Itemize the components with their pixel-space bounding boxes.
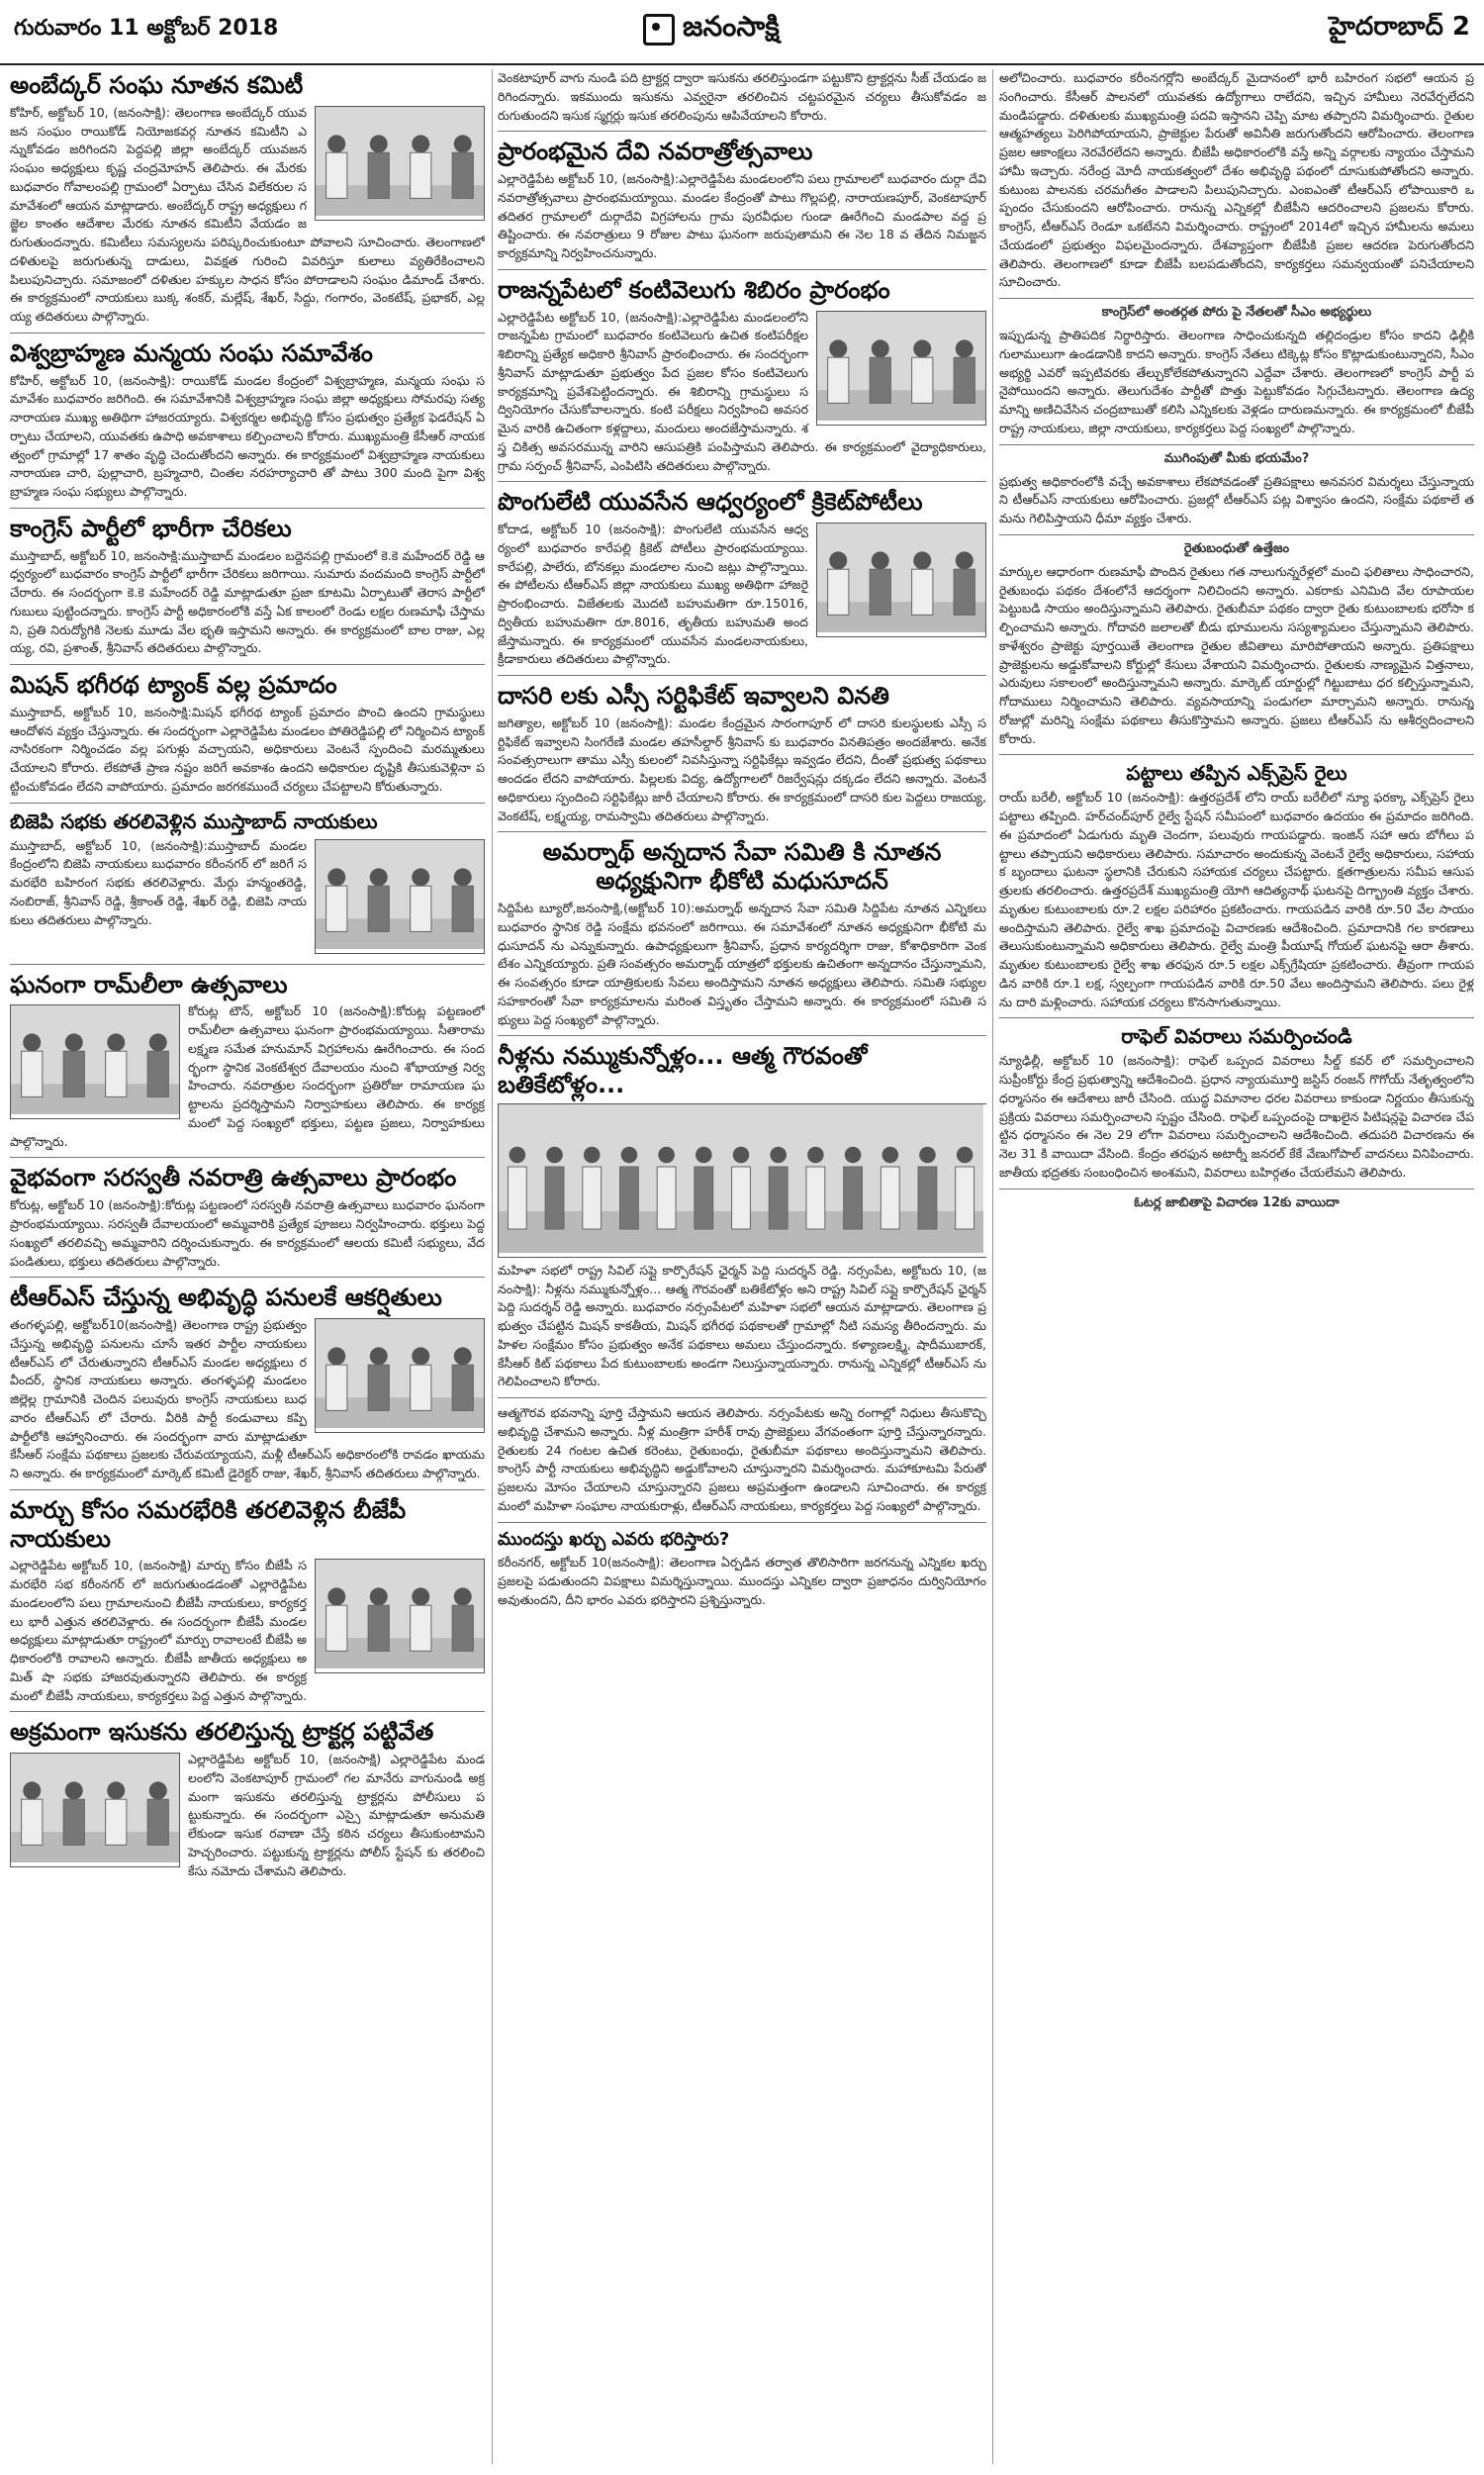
news-article: [10, 515, 485, 658]
article-headline: అక్రమంగా ఇసుకను తరలిస్తున్న ట్రాక్టర్ల పట్టివేత: [10, 1718, 434, 1747]
article-headline: పొంగులేటి యువసేన ఆధ్వర్యంలో క్రికెట్‌పోటీలు: [498, 488, 923, 517]
article-headline: నీళ్లను నమ్ముకున్నోళ్లం... ఆత్మ గౌరవంతో బతికేటోళ్లం...: [498, 1042, 868, 1099]
news-article: [10, 1496, 485, 1706]
article-separator: [498, 131, 986, 132]
article-separator: [10, 1489, 485, 1490]
news-article: [498, 69, 986, 125]
article-body: ఆత్మగౌరవ భవనాన్ని పూర్తి చేస్తామని ఆయన తెలిపారు. నర్సంపేటకు అన్ని రంగాల్లో నిధులు తీసుకొచ్చి అభివృద్ధి చేశామని అన్నారు. నీళ్ల మంత్రిగా హరీశ్ రావు ప్రాజెక్టులు వేగవంతంగా పూర్తి చేస్తున్నారన్నారు. రైతులకు 24 గంటల ఉచిత కరెంటు, రైతుబంధు, రైతుబీమా పథకాలు అందిస్తున్నామని తెలిపారు. కాంగ్రెస్ పార్టీ నాయకులు అభివృద్ధిని అడ్డుకోవాలని చూస్తున్నారని విమర్శించారు. మహాకూటమి పేరుతో ప్రజలను మోసం చేయాలని చూస్తున్నారని ప్రజలు అప్రమత్తంగా ఉండాలని సూచించారు. ఈ కార్యక్రమంలో మహిళా సంఘాల నాయకురాళ్లు, టీఆర్ఎస్ నాయకులు, కార్యకర్తలు పెద్ద సంఖ్యలో పాల్గొన్నారు.: [498, 1405, 986, 1513]
news-article: [999, 451, 1474, 528]
article-body: వెంకటాపూర్ వాగు నుండి పది ట్రాక్టర్ల ద్వారా ఇసుకను తరలిస్తుండగా పట్టుకొని ట్రాక్టర్లను సీజ్ చేయడం జరిగిందన్నారు. ఇకముందు ఇసుకను ఎవ్వరైనా తరలించిన చట్టపరమైన చర్యలు తీసుకోవడం జరుగుతుందని ఇసుక స్మగ్లర్లు ఇసుక తరలింపును ఆపివేయాలని కోరారు.: [498, 70, 986, 123]
news-photo: [316, 1560, 484, 1668]
photo-frame: [10, 1753, 180, 1867]
article-headline: రాఫెల్ వివరాలు సమర్పించండి: [1121, 1024, 1352, 1049]
column-3: [999, 69, 1474, 2464]
article-headline: మార్చు కోసం సమరభేరికి తరలివెళ్లిన బీజేపీ నాయకులు: [10, 1495, 407, 1553]
news-photo: [316, 1319, 484, 1428]
news-article: [10, 1284, 485, 1483]
article-body: కోదాడ, అక్టోబర్ 10 (జనంసాక్షి): పొంగులేటి యువసేన ఆధ్వర్యంలో బుధవారం కారేపల్లి క్రికెట్ పోటీలు ప్రారంభమయ్యాయి. కారేపల్లి, పాలేరు, బోనకల్లు మండలాల నుంచి జట్లు పాల్గొన్నాయి. ఈ పోటీలను టీఆర్ఎస్ జిల్లా నాయకులు ముఖ్య అతిథిగా హాజరై ప్రారంభించారు. విజేతలకు మొదటి బహుమతిగా రూ.15016, ద్వితీయ బహుమతిగా రూ.8016, తృతీయ బహుమతి అందజేస్తామన్నారు. ఈ కార్యక్రమంలో యువసేన మండలనాయకులు, క్రీడాకారులు తదితరులు పాల్గొన్నారు.: [498, 522, 808, 667]
article-headline: అమర్నాథ్ అన్నదాన సేవా సమితి కి నూతన అధ్యక్షునిగా భీకోటి మధుసూదన్: [542, 838, 942, 896]
article-body: ముస్తాబాద్, అక్టోబర్ 10, జనంసాక్షి:మిషన్ భగీరథ ట్యాంక్ ప్రమాదం పొంచి ఉందని గ్రామస్థులు ఆందోళన వ్యక్తం చేస్తున్నారు. ఈ సందర్భంగా ఎల్లారెడ్డిపేట మండలం పోతిరెడ్డిపల్లి లో నిర్మించిన ట్యాంక్ నాసిరకంగా నిర్మించడం వల్ల పగుళ్లు వచ్చాయని, అధికారులు వెంటనే స్పందించి మరమ్మతులు చేయాలని కోరారు. లేకపోతే ప్రాణ నష్టం జరిగే అవకాశం ఉందని అధికారుల దృష్టికి తీసుకువెళ్లినా పట్టించుకోవడం లేదని వాపోయారు. ప్రమాదం జరగకముందే చర్యలు చేపట్టాలని కోరుతున్నారు.: [10, 704, 485, 794]
news-photo: [316, 840, 484, 949]
news-article: [498, 1404, 986, 1516]
news-photo: [817, 524, 985, 632]
article-body: తంగళ్ళపల్లి, అక్టోబర్10(జనంసాక్షి) తెలంగాణ రాష్ట్ర ప్రభుత్వం చేస్తున్న అభివృద్ధి పనులను చూసే ఇతర పార్టీల నాయకులు టీఆర్ఎస్ లో చేరుతున్నారని టీఆర్ఎస్ మండల అధ్యక్షులు రవీందర్, స్థానిక నాయకులు అన్నారు. తంగళ్ళపల్లి మండలం జిల్లెల్ల గ్రామానికి చెందిన పలువురు కాంగ్రెస్ నాయకులు బుధవారం టీఆర్ఎస్ లో చేరారు. వీరికి పార్టీ కండువాలు కప్పి పార్టీలోకి ఆహ్వానించారు. ఈ సందర్భంగా వారు మాట్లాడుతూ కేసీఆర్ సంక్షేమ పథకాలు ప్రజలకు చేరువయ్యాయని, మళ్లీ టీఆర్ఎస్ అధికారంలోకి రావడం ఖాయమని అన్నారు. ఈ కార్యక్రమంలో మార్కెట్ కమిటీ డైరెక్టర్ రాజు, శేఖర్, శ్రీనివాస్ తదితరులు పాల్గొన్నారు.: [10, 1317, 485, 1481]
news-article: [999, 761, 1474, 1011]
article-headline: కాంగ్రెస్ పార్టీలో భారీగా చేరికలు: [10, 514, 292, 542]
news-article: [10, 971, 485, 1152]
article-separator: [498, 481, 986, 482]
article-headline: ప్రారంభమైన దేవి నవరాత్రోత్సవాలు: [498, 138, 813, 166]
article-separator: [999, 298, 1474, 299]
news-photo: [11, 1005, 179, 1114]
photo-frame: [816, 311, 986, 426]
article-separator: [10, 508, 485, 509]
paper-name: జనంసాక్షి: [683, 10, 780, 43]
news-article: [498, 838, 986, 1029]
article-separator: [498, 1397, 986, 1398]
article-headline: మిషన్ భగీరథ ట్యాంక్ వల్ల ప్రమాదం: [10, 671, 337, 700]
article-separator: [10, 964, 485, 965]
article-separator: [10, 1157, 485, 1158]
article-headline: బిజెపి సభకు తరలివెళ్లిన ముస్తాబాద్ నాయకులు: [10, 809, 378, 833]
column-rule: [992, 69, 993, 2464]
article-separator: [10, 1711, 485, 1712]
article-headline: దాసరి లకు ఎస్సీ సర్టిఫికేట్ ఇవ్వాలని వినతి: [498, 682, 889, 711]
article-headline: పట్టాలు తప్పిన ఎక్స్‌ప్రెస్ రైలు: [1126, 761, 1347, 786]
news-article: [498, 276, 986, 476]
issue-date: గురువారం 11 అక్టోబర్ 2018: [14, 16, 279, 41]
news-article: [999, 541, 1474, 749]
article-body: సిద్దిపేట బ్యూరో,జనంసాక్షి,(అక్టోబర్ 10):అమర్నాథ్ అన్నదాన సేవా సమితి సిద్దిపేట నూతన ఎన్నికలు బుధవారం స్థానిక రెడ్డి సంక్షేమ భవనంలో జరిగాయి. ఈ సమావేశంలో నూతన అధ్యక్షునిగా భీకోటి మధుసూదన్ ను ఎన్నుకున్నారు. ఉపాధ్యక్షులుగా శ్రీనివాస్, ప్రధాన కార్యదర్శిగా రాజు, కోశాధికారిగా వెంకటేశం ఎన్నికయ్యారు. ప్రతి సంవత్సరం అమర్నాథ్ యాత్రలో భక్తులకు ఉచితంగా అన్నదానం చేస్తున్నామని, ఈ సంవత్సరం కూడా యాత్రికులకు సేవలు అందిస్తామని నూతన అధ్యక్షులు తెలిపారు. సమితి సభ్యుల సహకారంతో సేవా కార్యక్రమాలను మరింత విస్తృతం చేస్తామని అన్నారు. ఈ కార్యక్రమంలో సమితి సభ్యులు పెద్ద సంఖ్యలో పాల్గొన్నారు.: [498, 901, 986, 1027]
article-subhead: రైతుబంధుతో ఉత్తేజం: [1183, 540, 1290, 556]
photo-frame: [498, 1103, 986, 1258]
edition-page: [1329, 12, 1470, 48]
news-photo: [817, 312, 985, 421]
article-body: జగిత్యాల, అక్టోబర్ 10 (జనంసాక్షి): మండల కేంద్రమైన సారంగాపూర్ లో దాసరి కులస్థులకు ఎస్సీ సర్టిఫికేట్ ఇవ్వాలని సింగరేణి మండల తహసీల్దార్ శ్రీనివాస్ కు బుధవారం వినతిపత్రం అందజేశారు. అనేక సంవత్సరాలుగా తాము ఎస్సీ కులంలో నివసిస్తున్నా సర్టిఫికేట్లు ఇవ్వడం లేదని, దీంతో ప్రభుత్వ పథకాలు అందడం లేదని వాపోయారు. పిల్లలకు విద్య, ఉద్యోగాలలో రిజర్వేషన్లు దక్కడం లేదని అన్నారు. వెంటనే అధికారులు స్పందించి సర్టిఫికేట్లు జారీ చేయాలని కోరారు. ఈ కార్యక్రమంలో దాసరి కుల పెద్దలు రాజయ్య, వెంకటేష్, లక్ష్మయ్య, రామస్వామి తదితరులు పాల్గొన్నారు.: [498, 714, 986, 823]
article-body: ఎల్లారెడ్డిపేట అక్టోబర్ 10, (జనంసాక్షి):ఎల్లారెడ్డిపేట మండలంలోని రాజన్నపేట గ్రామంలో బుధవారం కంటివెలుగు ఉచిత కంటిపరీక్షల శిబిరాన్ని ప్రత్యేక అధికారి శ్రీనివాస్ ప్రారంభించారు. ఈ సందర్భంగా శ్రీనివాస్ మాట్లాడుతూ ప్రభుత్వం పేద ప్రజల కోసం కంటివెలుగు కార్యక్రమాన్ని ప్రవేశపెట్టిందన్నారు. ఈ శిబిరాన్ని గ్రామస్థులు సద్వినియోగం చేసుకోవాలన్నారు. కంటి పరీక్షలు నిర్వహించి అవసరమైన వారికి ఉచితంగా కళ్లద్దాలు, మందులు అందజేస్తామన్నారు. శస్త్ర చికిత్స అవసరమున్న వారిని ఆసుపత్రికి పంపిస్తామని తెలిపారు. ఈ కార్యక్రమంలో వైద్యాధికారులు, గ్రామ సర్పంచ్ శ్రీనివాస్, ఎంపిటిసి తదితరులు పాల్గొన్నారు.: [498, 309, 986, 473]
news-photo: [499, 1104, 983, 1253]
article-body: ముస్తాబాద్, అక్టోబర్ 10, (జనంసాక్షి):ముస్తాబాద్ మండల కేంద్రంలోని బిజెపి నాయకులు బుధవారం కరీంనగర్ లో జరిగే సమరభేరి బహిరంగ సభకు తరలివెళ్లారు. మేర్గు హన్మంతరెడ్డి, నంబిరాజ్, శ్రీనివాస్ రెడ్డి, శ్రీకాంత్ రెడ్డి, శేఖర్ రెడ్డి, బిజెపి నాయకులు తదితరులు పాల్గొన్నారు.: [10, 837, 307, 927]
article-headline: వైభవంగా సరస్వతీ నవరాత్రి ఉత్సవాలు ప్రారంభం: [10, 1164, 457, 1192]
photo-frame: [315, 1559, 485, 1673]
article-separator: [498, 1522, 986, 1523]
page-number: 2: [1451, 12, 1470, 42]
news-article: [498, 1529, 986, 1610]
article-body: కోహిర్, అక్టోబర్ 10, (జనంసాక్షి): రాయికోడ్ మండల కేంద్రంలో విశ్వబ్రాహ్మణ, మన్మయ సంఘ సమావేశం బుధవారం జరిగింది. ఈ సమావేశానికి విశ్వబ్రాహ్మణ సంఘ జిల్లా అధ్యక్షులు సోమరపు సత్యనారాయణ ముఖ్య అతిథిగా హాజరయ్యారు. విశ్వకర్మల అభివృద్ధి కోసం ప్రభుత్వం ప్రత్యేక ఫెడరేషన్ ఏర్పాటు చేయాలని, యువతకు ఉపాధి అవకాశాలు కల్పించాలని కోరారు. ముఖ్యమంత్రి కేసీఆర్ నాయకత్వంలో గ్రామాల్లో 17 శాతం వృద్ధి చెందుతోందని అన్నారు. ఈ కార్యక్రమంలో విశ్వబ్రాహ్మణ నాయకులు నారాయణ చారి, పుల్లాచారి, బ్రహ్మచారి, చింతల నరహర్యాచారి తో పాటు 300 మంది పైగా విశ్వబ్రాహ్మణ సంఘ సభ్యులు పాల్గొన్నారు.: [10, 372, 485, 500]
news-photo: [11, 1754, 179, 1862]
news-article: [10, 671, 485, 797]
article-separator: [999, 1017, 1474, 1018]
news-article: [10, 339, 485, 502]
article-body: కోరుట్ల టౌన్, అక్టోబర్ 10 (జనంసాక్షి):కోరుట్ల పట్టణంలో రామ్‌లీలా ఉత్సవాలు ఘనంగా ప్రారంభమయ్యాయి. సీతారామ లక్ష్మణ సమేత హనుమాన్ విగ్రహాలను ఊరేగించారు. ఈ సందర్భంగా స్థానిక వెంకటేశ్వర దేవాలయం నుంచి శోభాయాత్ర నిర్వహించారు. నవరాత్రుల సందర్భంగా ప్రతిరోజు రామాయణ ఘట్టాలను ప్రదర్శిస్తామని నిర్వాహకులు తెలిపారు. ఈ కార్యక్రమంలో పెద్ద సంఖ్యలో భక్తులు, పట్టణ ప్రజలు, నిర్వాహకులు పాల్గొన్నారు.: [10, 1003, 485, 1149]
photo-frame: [10, 1004, 180, 1119]
news-article: [10, 1164, 485, 1271]
photo-frame: [315, 839, 485, 954]
news-photo: [316, 107, 484, 216]
article-headline: రాజన్నపేటలో కంటివెలుగు శిబిరం ప్రారంభం: [498, 275, 890, 304]
article-body: కరీంనగర్, అక్టోబర్ 10(జనంసాక్షి): తెలంగాణ ఏర్పడిన తర్వాత తొలిసారిగా జరగనున్న ఎన్నికల ఖర్చు ప్రజలపై పడుతుందని విపక్షాలు విమర్శిస్తున్నాయి. ముందస్తు ఎన్నికల ద్వారా ప్రజాధనం దుర్వినియోగం అవుతుందని, దీని భారం ఎవరు భరిస్తారని ప్రశ్నిస్తున్నారు.: [498, 1555, 986, 1607]
article-headline: అంబేద్కర్ సంఘ నూతన కమిటీ: [10, 71, 304, 99]
article-headline: టీఆర్ఎస్ చేస్తున్న అభివృద్ధి పనులకే ఆకర్షితులు: [10, 1284, 442, 1312]
article-body: ఎల్లారెడ్డిపేట అక్టోబర్ 10, (జనంసాక్షి) ఎల్లారెడ్డిపేట మండలంలోని వెంకటాపూర్ గ్రామంలో గల మానేరు వాగునుండి అక్రమంగా ఇసుకను తరలిస్తున్న ట్రాక్టర్లను పోలీసులు పట్టుకున్నారు. ఈ సందర్భంగా ఎస్సై మాట్లాడుతూ అనుమతి లేకుండా ఇసుక రవాణా చేస్తే కఠిన చర్యలు తీసుకుంటామని హెచ్చరించారు. పట్టుకున్న ట్రాక్టర్లను పోలీస్ స్టేషన్ కు తరలించి కేసు నమోదు చేశామని తెలిపారు.: [188, 1752, 485, 1878]
article-body: కోరుట్ల, అక్టోబర్ 10 (జనంసాక్షి):కోరుట్ల పట్టణంలో సరస్వతీ నవరాత్రి ఉత్సవాలు బుధవారం ఘనంగా ప్రారంభమయ్యాయి. సరస్వతీ దేవాలయంలో అమ్మవారికి ప్రత్యేక పూజలు నిర్వహించారు. భక్తులు పెద్ద సంఖ్యలో తరలివచ్చి అమ్మవారిని దర్శించుకున్నారు. ఈ కార్యక్రమంలో ఆలయ కమిటీ సభ్యులు, వేద పండితులు, భక్తులు తదితరులు పాల్గొన్నారు.: [10, 1197, 485, 1269]
photo-frame: [816, 523, 986, 637]
news-article: [10, 71, 485, 327]
edition-city: హైదరాబాద్: [1329, 12, 1443, 42]
article-separator: [498, 675, 986, 676]
article-body: ఎల్లారెడ్డిపేట అక్టోబర్ 10, (జనంసాక్షి) మార్చు కోసం బీజేపీ సమరభేరి సభ కరీంనగర్ లో జరుగుతుండడంతో ఎల్లారెడ్డిపేట మండలంలోని పలు గ్రామాలనుంచి బీజేపీ నాయకులు, కార్యకర్తలు భారీ ఎత్తున తరలివెళ్లారు. ఈ సందర్భంగా బీజేపీ మండల అధ్యక్షులు మాట్లాడుతూ రాష్ట్రంలో మార్పు రావాలంటే బీజేపీ అధికారంలోకి రావాలని అన్నారు. బీజేపీ జాతీయ అధ్యక్షులు అమిత్ షా సభకు హాజరవుతున్నారని తెలిపారు. ఈ కార్యక్రమంలో బీజేపీ నాయకులు, కార్యకర్తలు పెద్ద ఎత్తున పాల్గొన్నారు.: [10, 1558, 308, 1703]
news-article: [498, 488, 986, 669]
article-body: ఇప్పుడున్న ప్రాతిపదిక నిర్ధారిస్తారు. తెలంగాణ సాధించుకున్నది తల్లిదండ్రుల కోసం కాదని ఢిల్లీకి గులాములుగా ఉండడానికి కాదని అన్నారు. కాంగ్రెస్ నేతలు టిక్కెట్ల కోసం కొట్లాడుకుంటున్నారని, సీఎం అభ్యర్థి ఎవరో ఇప్పటివరకు తేల్చుకోలేకపోతున్నారని ఎద్దేవా చేశారు. తెలంగాణలో కాంగ్రెస్ పార్టీ పనైపోయిందని అన్నారు. తెలుగుదేశం పార్టీతో పొత్తు పెట్టుకోవడం సిగ్గుచేటన్నారు. తెలంగాణ ఉద్యమాన్ని అణిచివేసిన చంద్రబాబుతో కలిసి ఎన్నికలకు వెళ్లడం దారుణమన్నారు. ఈ కార్యక్రమంలో బీజేపీ రాష్ట్ర నాయకులు, జిల్లా నాయకులు, కార్యకర్తలు పెద్ద సంఖ్యలో పాల్గొన్నారు.: [999, 328, 1474, 435]
news-article: [999, 1024, 1474, 1182]
photo-frame: [315, 1318, 485, 1433]
article-body: న్యూఢిల్లీ, అక్టోబర్ 10 (జనంసాక్షి): రాఫెల్ ఒప్పంద వివరాలు సీల్డ్ కవర్ లో సమర్పించాలని సుప్రీంకోర్టు కేంద్ర ప్రభుత్వాన్ని ఆదేశించింది. ప్రధాన న్యాయమూర్తి జస్టిస్ రంజన్ గొగోయ్ నేతృత్వంలోని ధర్మాసనం ఈ ఆదేశాలు జారీ చేసింది. యుద్ధ విమానాల ధరల వివరాలు కాకుండా నిర్ణయం తీసుకున్న ప్రక్రియ వివరాలు సమర్పించాలని స్పష్టం చేసింది. రాఫెల్ ఒప్పందంపై దాఖలైన పిటిషన్లపై విచారణ చేపట్టిన ధర్మాసనం ఈ నెల 29 లోగా వివరాలు సమర్పించాలని ఆదేశించింది. తదుపరి విచారణను ఈ నెల 31 కి వాయిదా వేసింది. కేంద్రం తరఫున అటార్నీ జనరల్ కేకే వేణుగోపాల్ వాదనలు వినిపించారు. జాతీయ భద్రతకు సంబంధించిన అంశమని, వివరాలు బహిర్గతం చేయలేమని తెలిపారు.: [999, 1053, 1474, 1180]
masthead: [0, 0, 1484, 65]
article-body: కోహిర్, అక్టోబర్ 10, (జనంసాక్షి): తెలంగాణ అంబేద్కర్ యువజన సంఘం రాయికోడ్ నియోజకవర్గ నూతన కమిటీని ఎన్నుకోవడం జరిగిందని పెద్దపల్లి జిల్లా అంబేద్కర్ యువజన సంఘం అధ్యక్షులు కృష్ణ చంద్రమోహన్ తెలిపారు. ఈ మేరకు బుధవారం గోవాలంపల్లి గ్రామంలో ఏర్పాటు చేసిన విలేకరుల సమావేశంలో ఆయన మాట్లాడారు. అంబేద్కర్ రాష్ట్ర అధ్యక్షులు గజ్జెల కాంతం ఆదేశాల మేరకు నూతన కమిటీని వేయడం జరుగుతుందన్నారు. కమిటీలు సమస్యలను పరిష్కరించుకుంటూ పోవాలని సూచించారు. తెలంగాణలో దళితులపై జరుగుతున్న దాడులు, వివక్షత గురించి వివరిస్తూ కులాలు వ్యతిరేకించాలని పిలుపునిచ్చారు. సమాజంలో దళితుల హక్కుల సాధన కోసం పోరాడాలని సంఘం డిమాండ్ చేశారు. ఈ కార్యక్రమంలో నాయకులు బుక్క శంకర్, మల్లేష్, శేఖర్, సిద్దు, గంగారం, వెంకటేష్, ప్రభాకర్, ఎల్లయ్య తదితరులు పాల్గొన్నారు.: [10, 104, 485, 325]
article-body: ముస్తాబాద్, అక్టోబర్ 10, జనంసాక్షి:ముస్తాబాద్ మండలం బద్దెనపల్లి గ్రామంలో కె.కె మహేందర్ రెడ్డి ఆధ్వర్యంలో బుధవారం కాంగ్రెస్ పార్టీలో భారీగా చేరికలు జరిగాయి. సుమారు వందమంది కాంగ్రెస్ పార్టీలో చేరారు. ఈ సందర్భంగా కె.కె మహేందర్ రెడ్డి మాట్లాడుతూ ప్రజా కూటమి ఏర్పాటుతో తెరాస పార్టీలో గుబులు పుట్టిందన్నారు. కాంగ్రెస్ పార్టీ అధికారంలోకి వస్తే ఏక కాలంలో రెండు లక్షల రుణమాఫీ చేస్తామని, ప్రతి నిరుద్యోగికి నెలకు మూడు వేల భృతి ఇస్తామని అన్నారు. ఈ కార్యక్రమంలో బాల రాజు, ఎల్లయ్య, రవి, ప్రశాంత్, శ్రీనివాస్ తదితరులు పాల్గొన్నారు.: [10, 547, 485, 656]
article-separator: [999, 754, 1474, 755]
article-separator: [498, 831, 986, 832]
column-2: [498, 69, 986, 2464]
news-article: [999, 1195, 1474, 1213]
article-subhead: కాంగ్రెస్‌లో అంతర్గత పోరు పై నేతలతో సీఎం అభ్యర్థులు: [1101, 305, 1372, 320]
article-body: రాయ్ బరేలీ, అక్టోబర్ 10 (జనంసాక్షి): ఉత్తరప్రదేశ్ లోని రాయ్ బరేలీలో న్యూ ఫరక్కా ఎక్స్‌ప్రెస్ రైలు పట్టాలు తప్పింది. హర్‌చంద్‌పూర్ రైల్వే స్టేషన్ సమీపంలో బుధవారం ఉదయం ఈ ప్రమాదం జరిగింది. ఈ ప్రమాదంలో ఏడుగురు మృతి చెందగా, పలువురు గాయపడ్డారు. ఇంజిన్ సహా ఆరు బోగీలు పట్టాలు తప్పాయని అధికారులు తెలిపారు. సమాచారం అందుకున్న వెంటనే రైల్వే అధికారులు, సహాయక బృందాలు ఘటనా స్థలానికి చేరుకుని సహాయక చర్యలు చేపట్టారు. క్షతగాత్రులను సమీప ఆసుపత్రులకు తరలించారు. ఉత్తరప్రదేశ్ ముఖ్యమంత్రి యోగి ఆదిత్యనాథ్ ఘటనపై దిగ్భ్రాంతి వ్యక్తం చేశారు. మృతుల కుటుంబాలకు రూ.2 లక్షల పరిహారం ప్రకటించారు. గాయపడిన వారికి రూ.50 వేల సాయం అందిస్తామని తెలిపారు. రైల్వే శాఖ ప్రమాదంపై విచారణకు ఆదేశించింది. ప్రమాదానికి గల కారణాలు తెలుసుకుంటున్నామని అధికారులు తెలిపారు. రైల్వే మంత్రి పీయూష్ గోయల్ ఘటనపై ఆరా తీశారు. మృతుల కుటుంబాలకు రైల్వే శాఖ తరఫున రూ.5 లక్షల ఎక్స్‌గ్రేషియా ప్రకటించారు. తీవ్రంగా గాయపడిన వారికి రూ.1 లక్ష, స్వల్పంగా గాయపడిన వారికి రూ.50 వేలు అందిస్తామని తెలిపారు. పలు రైళ్లను దారి మళ్లించారు. సహాయక చర్యలు కొనసాగుతున్నాయి.: [999, 790, 1474, 1009]
article-separator: [999, 444, 1474, 445]
article-headline: విశ్వబ్రాహ్మణ మన్మయ సంఘ సమావేశం: [10, 338, 373, 367]
news-article: [498, 682, 986, 825]
article-headline: ముందస్తు ఖర్చు ఎవరు భరిస్తారు?: [498, 1528, 730, 1550]
column-1: [10, 69, 485, 2464]
article-subhead: ముగింపుతో మీకు భయమేం?: [1163, 450, 1310, 466]
article-separator: [498, 1035, 986, 1036]
article-body: ఎల్లారెడ్డిపేట అక్టోబర్ 10, (జనంసాక్షి):ఎల్లారెడ్డిపేట మండలంలోని పలు గ్రామాలలో బుధవారం దుర్గా దేవి నవరాత్రోత్సవాలు ప్రారంభమయ్యాయి. మండల కేంద్రంతో పాటు గొల్లపల్లి, నారాయణపూర్, వెంకటాపూర్ తదితర గ్రామాలలో దుర్గాదేవి విగ్రహాలను గ్రామ పురవీధుల గుండా ఊరేగించి మండపాల వద్ద ప్రతిష్టించారు. ఈ నవరాత్రులు 9 రోజుల పాటు ఘనంగా జరుపుతామని ఈ నెల 18 వ తేదిన నిమజ్జన కార్యక్రమాన్ని నిర్వహించనున్నారు.: [498, 171, 986, 261]
news-article: [999, 305, 1474, 438]
news-article: [498, 1042, 986, 1391]
article-headline: ఘనంగా రామ్‌లీలా ఉత్సవాలు: [10, 970, 288, 999]
article-body: అలోచించారు. బుధవారం కరీంనగర్లోని అంబేద్కర్ మైదానంలో భారీ బహిరంగ సభలో ఆయన ప్రసంగించారు. కేసీఆర్ పాలనలో యువతకు ఉద్యోగాలు రాలేదని, ఇచ్చిన హామీలు నెరవేర్చలేదని మండిపడ్డారు. దళితులకు ముఖ్యమంత్రి పదవి ఇస్తానని చెప్పి మాట తప్పారని విమర్శించారు. రైతుల ఆత్మహత్యలు పెరిగిపోయాయని, ప్రాజెక్టుల పేరుతో అవినీతి జరుగుతోందని ఆరోపించారు. తెలంగాణ ప్రజల ఆకాంక్షలు నెరవేరలేదని అన్నారు. బీజేపీ అధికారంలోకి వస్తే అన్ని వర్గాలకు న్యాయం చేస్తామని హామీ ఇచ్చారు. నరేంద్ర మోదీ నాయకత్వంలో దేశం అభివృద్ధి పథంలో దూసుకుపోతోందని అన్నారు. కుటుంబ పాలనకు చరమగీతం పాడాలని పిలుపునిచ్చారు. ఎంఐఎంతో టీఆర్ఎస్ లోపాయికారి ఒప్పందం చేసుకుందని ఆరోపించారు. రానున్న ఎన్నికల్లో బీజేపీని ఆదరించాలని ప్రజలను కోరారు. కాంగ్రెస్, టీఆర్ఎస్ రెండూ ఒకటేనని విమర్శించారు. రాష్ట్రంలో 2014లో ఇచ్చిన హామీలను అమలు చేయడంలో ప్రభుత్వం విఫలమైందన్నారు. దేశవ్యాప్తంగా బీజేపీకి ప్రజల ఆదరణ పెరుగుతోందని తెలిపారు. తెలంగాణలో కూడా బీజేపీ బలపడుతోందని, కార్యకర్తలు సమన్వయంతో పనిచేయాలని సూచించారు.: [999, 70, 1474, 290]
article-body: మార్కుల ఆధారంగా రుణమాఫీ పొందిన రైతులు గత నాలుగున్నరేళ్లలో మంచి ఫలితాలు సాధించారని, రైతుబంధు పథకం దేశంలోనే ఆదర్శంగా నిలిచిందని అన్నారు. ఎకరాకు ఎనిమిది వేల రూపాయల పెట్టుబడి సాయం అందిస్తున్నామని తెలిపారు. రైతుబీమా పథకం ద్వారా రైతు కుటుంబాలకు భరోసా కల్పించామని అన్నారు. గోదావరి జలాలతో బీడు భూములను సస్యశ్యామలం చేస్తున్నామని తెలిపారు. కాళేశ్వరం ప్రాజెక్టు పూర్తయితే తెలంగాణ రైతుల జీవితాలు మారిపోతాయని అన్నారు. ప్రతిపక్షాలు ప్రాజెక్టులను అడ్డుకోవాలని కోర్టుల్లో కేసులు వేశాయని విమర్శించారు. రైతులకు నాణ్యమైన విత్తనాలు, ఎరువులు సకాలంలో అందిస్తున్నామని అన్నారు. మార్కెట్ యార్డుల్లో గిట్టుబాటు ధర కల్పిస్తున్నామని, గోదాములు నిర్మించామని తెలిపారు. వ్యవసాయాన్ని పండుగలా మార్చామని అన్నారు. రానున్న రోజుల్లో మరిన్ని సంక్షేమ పథకాలు తీసుకొస్తామని అన్నారు. ప్రజలు టీఆర్ఎస్ ను ఆశీర్వదించాలని కోరారు.: [999, 563, 1474, 746]
article-separator: [10, 664, 485, 665]
article-body: ప్రభుత్వ అధికారంలోకి వచ్చే అవకాశాలు లేకపోవడంతో ప్రతిపక్షాలు అనవసర విమర్శలు చేస్తున్నాయని టీఆర్ఎస్ నాయకులు ఆరోపించారు. ప్రజల్లో టీఆర్ఎస్ పట్ల విశ్వాసం ఉందని, సంక్షేమ పథకాలే తమను గెలిపిస్తాయని ధీమా వ్యక్తం చేశారు.: [999, 473, 1474, 525]
article-separator: [10, 803, 485, 804]
news-article: [999, 69, 1474, 292]
news-article: [10, 809, 485, 958]
paper-logo: [643, 10, 780, 49]
article-subhead: ఓటర్ల జాబితాపై విచారణ 12కు వాయిదా: [1134, 1194, 1340, 1210]
news-article: [10, 1718, 485, 1880]
column-rule: [492, 69, 493, 2464]
article-body: మహిళా సభలో రాష్ట్ర సివిల్ సప్లై కార్పొరేషన్ ఛైర్మన్ పెద్ది సుదర్శన్ రెడ్డి. నర్సంపేట, అక్టోబరు 10, (జనంసాక్షి): నీళ్లను నమ్ముకున్నోళ్లం... ఆత్మ గౌరవంతో బతికేటోళ్లం అని రాష్ట్ర సివిల్ సప్లై కార్పొరేషన్ ఛైర్మన్ పెద్ది సుదర్శన్ రెడ్డి అన్నారు. బుధవారం నర్సంపేటలో మహిళా సభలో ఆయన మాట్లాడారు. తెలంగాణ ప్రభుత్వం చేపట్టిన మిషన్ కాకతీయ, మిషన్ భగీరథ పథకాలతో గ్రామాల్లో నీటి సమస్య తీరిందన్నారు. మహిళల సంక్షేమం కోసం ప్రభుత్వం అనేక పథకాలు అమలు చేస్తుందన్నారు. కళ్యాణలక్ష్మి, షాదీముబారక్, కేసీఆర్ కిట్ పథకాలు పేద కుటుంబాలకు అండగా నిలుస్తున్నాయన్నారు. రానున్న ఎన్నికల్లో టీఆర్ఎస్ ను గెలిపించాలని కోరారు.: [498, 1262, 986, 1389]
logo-icon: [643, 14, 675, 46]
article-separator: [999, 534, 1474, 535]
article-separator: [999, 1189, 1474, 1190]
photo-frame: [315, 106, 485, 221]
article-separator: [498, 269, 986, 270]
news-article: [498, 138, 986, 263]
article-separator: [10, 1277, 485, 1278]
